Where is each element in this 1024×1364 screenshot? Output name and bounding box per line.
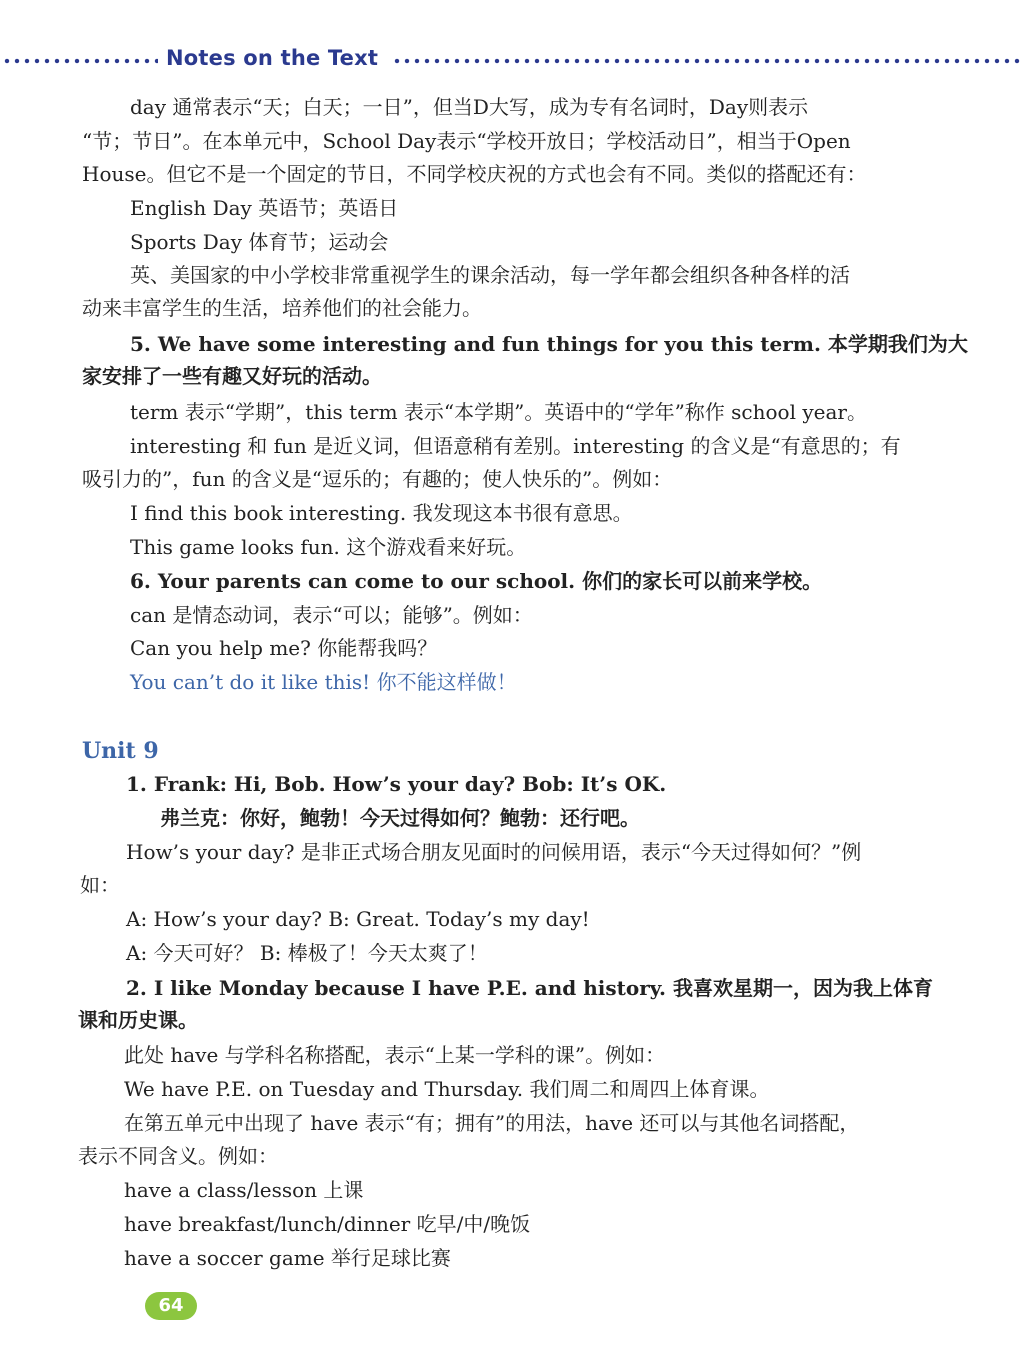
page-header <box>0 46 1024 76</box>
text-line: 如： <box>80 873 120 897</box>
note-translation-1: 弗兰克：你好，鲍勃！今天过得如何？鲍勃：还行吧。 <box>160 806 640 830</box>
example-line: You can’t do it like this! 你不能这样做！ <box>130 670 517 694</box>
example-line: This game looks fun. 这个游戏看来好玩。 <box>130 535 527 559</box>
dotted-rule-left <box>2 58 158 64</box>
example-line: A: How’s your day? B: Great. Today’s my day! <box>126 907 590 931</box>
text-line: day 通常表示“天；白天；一日”，但当D大写，成为专有名词时，Day则表示 <box>130 95 809 119</box>
text-line: “节；节日”。在本单元中，School Day表示“学校开放日；学校活动日”，相当于Open <box>82 129 851 153</box>
text-line: How’s your day? 是非正式场合朋友见面时的问候用语，表示“今天过得如何？”例 <box>126 840 862 864</box>
text-line: 在第五单元中出现了 have 表示“有；拥有”的用法，have 还可以与其他名词搭配， <box>124 1111 860 1135</box>
text-line: 表示不同含义。例如： <box>78 1144 278 1168</box>
example-line: We have P.E. on Tuesday and Thursday. 我们周二和周四上体育课。 <box>124 1077 770 1101</box>
example-line: A: 今天可好？ B: 棒极了！今天太爽了！ <box>126 941 488 965</box>
page-number: 64 <box>158 1295 184 1316</box>
example-line: I find this book interesting. 我发现这本书很有意思。 <box>130 501 633 525</box>
page-number-badge <box>145 1292 197 1320</box>
example-line: Can you help me? 你能帮我吗？ <box>130 636 438 660</box>
text-line: interesting 和 fun 是近义词，但语意稍有差别。interesting 的含义是“有意思的；有 <box>130 434 901 458</box>
example-line: Sports Day 体育节；运动会 <box>130 230 389 254</box>
text-line: can 是情态动词，表示“可以；能够”。例如： <box>130 603 533 627</box>
example-line: have a soccer game 举行足球比赛 <box>124 1246 451 1270</box>
note-heading-5: 5. We have some interesting and fun things for you this term. 本学期我们为大 <box>130 332 968 356</box>
note-heading-2-cont: 课和历史课。 <box>78 1008 198 1032</box>
text-line: term 表示“学期”，this term 表示“本学期”。英语中的“学年”称作 school year。 <box>130 400 867 424</box>
text-line: House。但它不是一个固定的节日，不同学校庆祝的方式也会有不同。类似的搭配还有： <box>82 162 867 186</box>
note-heading-2: 2. I like Monday because I have P.E. and history. 我喜欢星期一，因为我上体育 <box>126 976 933 1000</box>
example-line: have breakfast/lunch/dinner 吃早/中/晚饭 <box>124 1212 531 1236</box>
note-heading-6: 6. Your parents can come to our school. 你们的家长可以前来学校。 <box>130 569 823 593</box>
dotted-rule-right <box>392 58 1020 64</box>
section-title: Notes on the Text <box>166 46 379 70</box>
example-line: English Day 英语节；英语日 <box>130 196 399 220</box>
text-line: 动来丰富学生的生活，培养他们的社会能力。 <box>82 296 482 320</box>
text-line: 此处 have 与学科名称搭配，表示“上某一学科的课”。例如： <box>124 1043 666 1067</box>
example-line: have a class/lesson 上课 <box>124 1178 364 1202</box>
text-line: 英、美国家的中小学校非常重视学生的课余活动，每一学年都会组织各种各样的活 <box>130 263 850 287</box>
unit-heading: Unit 9 <box>82 738 159 764</box>
note-heading-1: 1. Frank: Hi, Bob. How’s your day? Bob: It’s OK. <box>126 772 667 796</box>
note-heading-5-cont: 家安排了一些有趣又好玩的活动。 <box>82 364 382 388</box>
text-line: 吸引力的”，fun 的含义是“逗乐的；有趣的；使人快乐的”。例如： <box>82 467 673 491</box>
